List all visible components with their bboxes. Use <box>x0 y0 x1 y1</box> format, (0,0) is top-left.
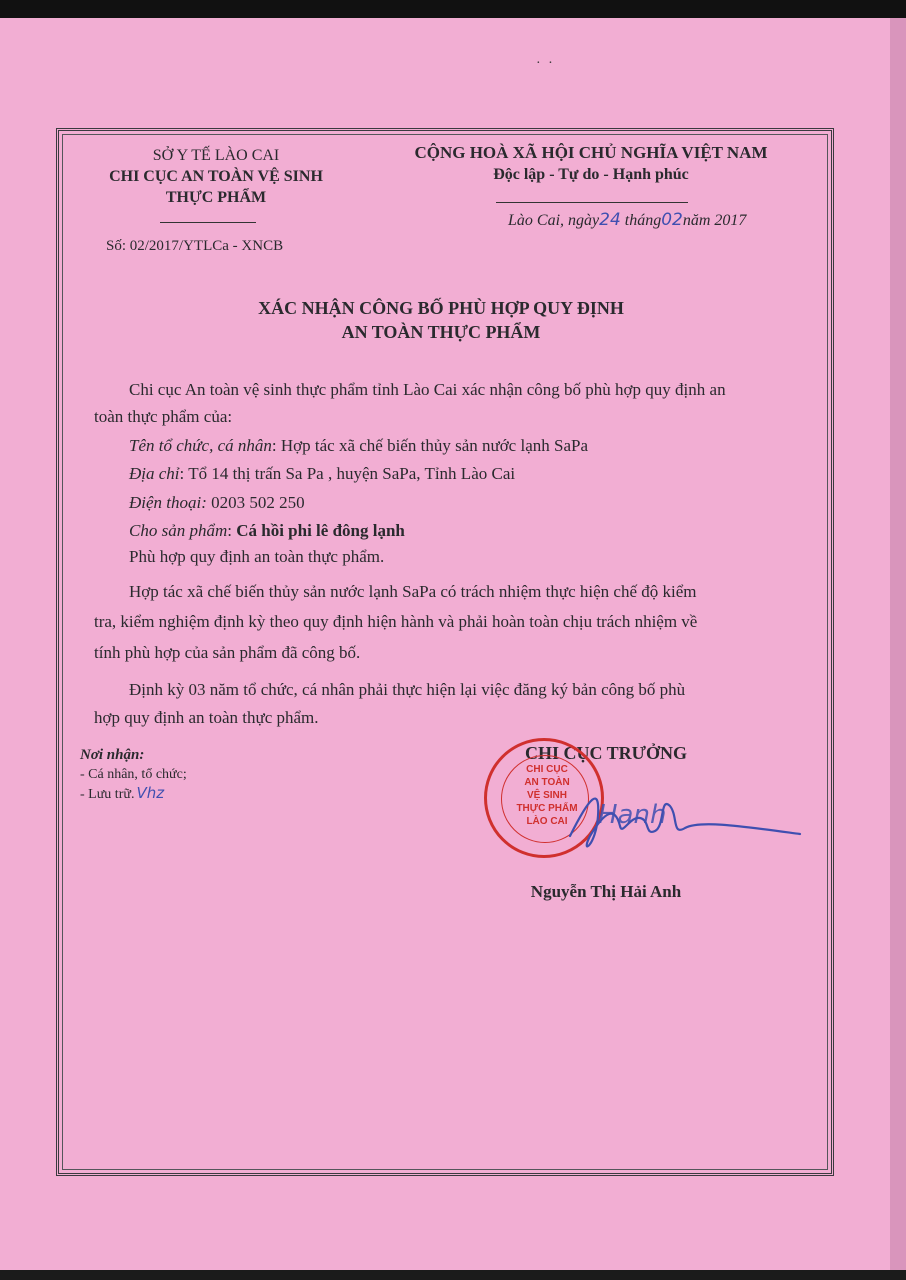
national-motto: Độc lập - Tự do - Hạnh phúc <box>493 166 689 183</box>
date-month: 02 <box>661 210 683 230</box>
header-right-rule <box>496 202 688 203</box>
product-row <box>129 516 405 545</box>
issue-date <box>508 208 746 233</box>
intro-line2: toàn thực phẩm của: <box>94 407 233 426</box>
product-value: Cá hồi phi lê đông lạnh <box>236 521 405 540</box>
phone-row <box>129 488 305 517</box>
country-name: CỘNG HOÀ XÃ HỘI CHỦ NGHĨA VIỆT NAM <box>414 143 768 162</box>
address-row <box>129 459 515 488</box>
signatory-name: Nguyễn Thị Hải Anh <box>530 882 682 901</box>
renewal-line1: Định kỳ 03 năm tổ chức, cá nhân phải thực hiện lại việc đăng ký bản công bố phù <box>129 680 686 699</box>
organization-row <box>129 431 588 460</box>
phone-label: Điện thoại: <box>129 493 207 512</box>
status-bar <box>0 0 906 18</box>
responsibility-line2: tra, kiểm nghiệm định kỳ theo quy định hiện hành và phải hoàn toàn chịu trách nhiệm về <box>94 612 698 631</box>
date-prefix: Lào Cai, ngày <box>508 212 600 229</box>
recipient-item-2-text: - Lưu trữ. <box>80 787 135 802</box>
date-month-label: tháng <box>624 212 662 229</box>
organization-value: : Hợp tác xã chế biến thủy sản nước lạnh SaPa <box>271 436 589 455</box>
recipient-initials: Vhz <box>136 784 165 802</box>
scan-speck: · · <box>536 56 555 71</box>
renewal-line2: hợp quy định an toàn thực phẩm. <box>94 708 319 727</box>
department-name: SỞ Y TẾ LÀO CAI <box>152 147 280 164</box>
responsibility-line3: tính phù hợp của sản phẩm đã công bố. <box>94 643 361 662</box>
product-colon: : <box>227 521 237 540</box>
organization-label: Tên tổ chức, cá nhân <box>129 436 272 455</box>
date-year: năm 2017 <box>682 212 747 229</box>
recipients-heading: Nơi nhận: <box>80 747 145 763</box>
signature-handwriting: Hanh <box>598 800 667 830</box>
responsibility-line1: Hợp tác xã chế biến thủy sản nước lạnh SaPa có trách nhiệm thực hiện chế độ kiểm <box>129 582 697 601</box>
product-label: Cho sản phẩm <box>129 521 228 540</box>
date-day: 24 <box>599 210 621 230</box>
recipient-item-2 <box>80 784 164 804</box>
recipient-item-1: - Cá nhân, tổ chức; <box>80 767 187 782</box>
seal-text: CHI CỤC AN TOÀN VỆ SINH THỰC PHẨM LÀO CAI <box>516 764 578 827</box>
agency-name-line2: THỰC PHẨM <box>165 189 267 206</box>
intro-line1: Chi cục An toàn vệ sinh thực phẩm tỉnh Lào Cai xác nhận công bố phù hợp quy định an <box>129 380 726 399</box>
header-left-rule <box>160 222 256 223</box>
compliance-statement: Phù hợp quy định an toàn thực phẩm. <box>129 547 385 566</box>
document-title-line1: XÁC NHẬN CÔNG BỐ PHÙ HỢP QUY ĐỊNH <box>258 298 624 318</box>
phone-value: 0203 502 250 <box>206 493 305 512</box>
signatory-title: CHI CỤC TRƯỞNG <box>524 743 687 763</box>
document-title-line2: AN TOÀN THỰC PHẨM <box>341 322 541 342</box>
address-label: Địa chỉ <box>129 464 180 483</box>
address-value: : Tổ 14 thị trấn Sa Pa , huyện SaPa, Tỉnh Lào Cai <box>179 464 516 483</box>
page-edge <box>890 18 906 1270</box>
agency-name-line1: CHI CỤC AN TOÀN VỆ SINH <box>109 168 323 185</box>
document-number: Số: 02/2017/YTLCa - XNCB <box>106 238 284 254</box>
